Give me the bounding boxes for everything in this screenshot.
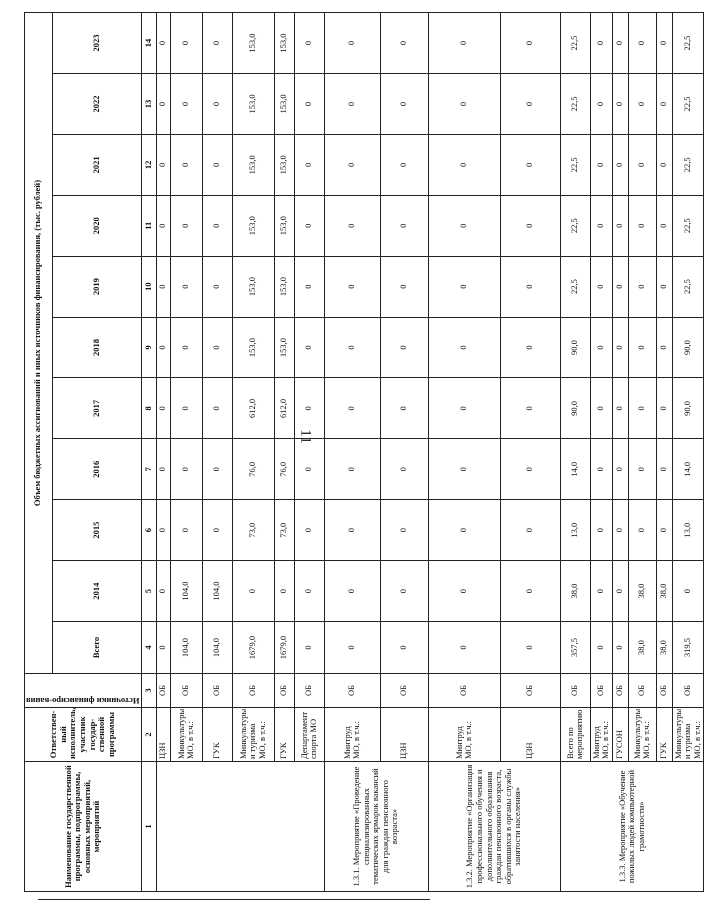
measure-name: 1.3.2. Мероприятие «Организация профессионального обучения и дополнительного образования граждан пенсионного возраста, обратившихся в органы службы занятости населения» xyxy=(428,762,560,892)
value-cell: 0 xyxy=(156,439,170,500)
value-cell: 0 xyxy=(294,561,324,622)
value-cell: 0 xyxy=(672,561,704,622)
value-cell: 104,0 xyxy=(170,561,202,622)
value-cell: 0 xyxy=(202,73,232,134)
value-cell: 153,0 xyxy=(274,13,294,74)
value-cell: 22,5 xyxy=(560,13,590,74)
executor-cell: ЦЗН xyxy=(156,708,170,762)
value-cell: 153,0 xyxy=(232,256,274,317)
value-cell: 0 xyxy=(428,561,500,622)
value-cell: 0 xyxy=(156,561,170,622)
value-cell: 0 xyxy=(170,195,202,256)
value-cell: 0 xyxy=(380,256,428,317)
value-cell: 0 xyxy=(500,13,560,74)
source-cell: ОБ xyxy=(202,674,232,708)
source-cell: ОБ xyxy=(274,674,294,708)
value-cell: 0 xyxy=(628,256,656,317)
value-cell: 0 xyxy=(324,439,380,500)
value-cell: 14,0 xyxy=(560,439,590,500)
value-cell: 0 xyxy=(612,73,628,134)
executor-cell: Всего по мероприятию xyxy=(560,708,590,762)
value-cell: 0 xyxy=(428,13,500,74)
value-cell: 0 xyxy=(324,622,380,674)
column-number: 4 xyxy=(141,622,156,674)
value-cell: 0 xyxy=(656,439,672,500)
executor-cell: ЦЗН xyxy=(500,708,560,762)
value-cell: 0 xyxy=(500,195,560,256)
value-cell: 0 xyxy=(628,317,656,378)
table-row xyxy=(294,13,324,892)
value-cell: 0 xyxy=(380,439,428,500)
header-year: 2019 xyxy=(52,256,141,317)
value-cell: 0 xyxy=(628,73,656,134)
executor-cell: Минкультуры МО, в т.ч.: xyxy=(628,708,656,762)
value-cell: 0 xyxy=(656,317,672,378)
executor-cell: ГУСОН xyxy=(612,708,628,762)
value-cell: 38,0 xyxy=(628,561,656,622)
value-cell: 153,0 xyxy=(274,195,294,256)
value-cell: 0 xyxy=(324,134,380,195)
value-cell: 0 xyxy=(500,500,560,561)
source-cell: ОБ xyxy=(560,674,590,708)
column-number: 7 xyxy=(141,439,156,500)
table-row xyxy=(170,13,202,892)
value-cell: 0 xyxy=(202,439,232,500)
value-cell: 0 xyxy=(294,195,324,256)
column-number: 5 xyxy=(141,561,156,622)
table-row xyxy=(590,13,612,892)
value-cell: 0 xyxy=(324,195,380,256)
source-cell: ОБ xyxy=(500,674,560,708)
value-cell: 0 xyxy=(500,561,560,622)
executor-cell: ГУК xyxy=(274,708,294,762)
value-cell: 0 xyxy=(232,561,274,622)
value-cell: 0 xyxy=(324,13,380,74)
value-cell: 0 xyxy=(628,195,656,256)
value-cell: 0 xyxy=(428,622,500,674)
value-cell: 0 xyxy=(612,134,628,195)
table-row xyxy=(428,13,500,892)
table-row xyxy=(656,13,672,892)
column-number: 14 xyxy=(141,13,156,74)
value-cell: 0 xyxy=(612,195,628,256)
value-cell: 22,5 xyxy=(560,195,590,256)
column-number: 8 xyxy=(141,378,156,439)
value-cell: 22,5 xyxy=(672,256,704,317)
source-cell: ОБ xyxy=(294,674,324,708)
executor-cell: ГУК xyxy=(656,708,672,762)
value-cell: 0 xyxy=(380,73,428,134)
measure-name xyxy=(156,762,324,892)
column-number: 2 xyxy=(141,708,156,762)
value-cell: 0 xyxy=(202,195,232,256)
value-cell: 0 xyxy=(294,134,324,195)
header-source xyxy=(25,674,142,708)
value-cell: 0 xyxy=(156,256,170,317)
value-cell: 38,0 xyxy=(628,622,656,674)
value-cell: 22,5 xyxy=(560,73,590,134)
value-cell: 0 xyxy=(612,256,628,317)
value-cell: 0 xyxy=(590,378,612,439)
value-cell: 0 xyxy=(628,378,656,439)
value-cell: 0 xyxy=(590,256,612,317)
executor-cell: Минкультуры МО, в т.ч.: xyxy=(170,708,202,762)
table-row xyxy=(202,13,232,892)
value-cell: 0 xyxy=(294,622,324,674)
value-cell: 0 xyxy=(656,500,672,561)
value-cell: 0 xyxy=(590,73,612,134)
value-cell: 0 xyxy=(428,500,500,561)
value-cell: 0 xyxy=(294,73,324,134)
value-cell: 0 xyxy=(156,317,170,378)
executor-cell: Минтруд МО, в т.ч.: xyxy=(428,708,500,762)
value-cell: 0 xyxy=(500,73,560,134)
value-cell: 0 xyxy=(656,73,672,134)
value-cell: 13,0 xyxy=(672,500,704,561)
value-cell: 13,0 xyxy=(560,500,590,561)
value-cell: 73,0 xyxy=(274,500,294,561)
header-name: Наименование государственной программы, подпрограммы, основных мероприятий, мероприятий xyxy=(25,762,142,892)
table-row xyxy=(672,13,704,892)
value-cell: 0 xyxy=(380,134,428,195)
column-number: 1 xyxy=(141,762,156,892)
value-cell: 0 xyxy=(612,439,628,500)
value-cell: 612,0 xyxy=(274,378,294,439)
value-cell: 0 xyxy=(156,73,170,134)
value-cell: 1679,0 xyxy=(274,622,294,674)
value-cell: 0 xyxy=(156,500,170,561)
value-cell: 0 xyxy=(656,195,672,256)
funding-table xyxy=(24,12,704,892)
value-cell: 73,0 xyxy=(232,500,274,561)
value-cell: 0 xyxy=(380,500,428,561)
value-cell: 0 xyxy=(202,317,232,378)
header-year: 2015 xyxy=(52,500,141,561)
value-cell: 0 xyxy=(612,500,628,561)
value-cell: 0 xyxy=(656,378,672,439)
source-cell: ОБ xyxy=(612,674,628,708)
value-cell: 0 xyxy=(380,622,428,674)
header-year: 2016 xyxy=(52,439,141,500)
bottom-rule xyxy=(38,899,430,900)
value-cell: 0 xyxy=(628,13,656,74)
value-cell: 153,0 xyxy=(274,134,294,195)
source-cell: ОБ xyxy=(380,674,428,708)
header-year: 2021 xyxy=(52,134,141,195)
value-cell: 0 xyxy=(500,439,560,500)
value-cell: 0 xyxy=(324,561,380,622)
value-cell: 22,5 xyxy=(560,134,590,195)
value-cell: 76,0 xyxy=(232,439,274,500)
header-year: 2023 xyxy=(52,13,141,74)
table-row xyxy=(380,13,428,892)
value-cell: 76,0 xyxy=(274,439,294,500)
value-cell: 0 xyxy=(612,378,628,439)
value-cell: 0 xyxy=(324,73,380,134)
table-row xyxy=(560,13,590,892)
value-cell: 0 xyxy=(294,439,324,500)
value-cell: 0 xyxy=(590,195,612,256)
source-cell: ОБ xyxy=(672,674,704,708)
value-cell: 0 xyxy=(612,622,628,674)
header-year: 2022 xyxy=(52,73,141,134)
value-cell: 0 xyxy=(170,134,202,195)
value-cell: 104,0 xyxy=(202,622,232,674)
rotated-table-container xyxy=(24,12,702,892)
value-cell: 153,0 xyxy=(232,317,274,378)
value-cell: 0 xyxy=(500,622,560,674)
value-cell: 0 xyxy=(156,13,170,74)
value-cell: 0 xyxy=(170,500,202,561)
value-cell: 0 xyxy=(656,13,672,74)
value-cell: 0 xyxy=(428,73,500,134)
value-cell: 0 xyxy=(500,317,560,378)
column-number: 13 xyxy=(141,73,156,134)
value-cell: 0 xyxy=(612,13,628,74)
header-year: Всего xyxy=(52,622,141,674)
value-cell: 0 xyxy=(500,378,560,439)
value-cell: 90,0 xyxy=(672,317,704,378)
value-cell: 0 xyxy=(324,500,380,561)
table-row xyxy=(324,13,380,892)
value-cell: 0 xyxy=(170,13,202,74)
column-number-row xyxy=(141,13,156,892)
value-cell: 22,5 xyxy=(672,134,704,195)
executor-cell: Минтруд МО, в т.ч.: xyxy=(324,708,380,762)
column-number: 6 xyxy=(141,500,156,561)
table-row xyxy=(628,13,656,892)
value-cell: 0 xyxy=(590,134,612,195)
source-cell: ОБ xyxy=(232,674,274,708)
column-number: 3 xyxy=(141,674,156,708)
value-cell: 0 xyxy=(590,500,612,561)
value-cell: 0 xyxy=(428,378,500,439)
value-cell: 0 xyxy=(294,378,324,439)
value-cell: 0 xyxy=(656,256,672,317)
value-cell: 22,5 xyxy=(672,73,704,134)
source-cell: ОБ xyxy=(656,674,672,708)
header-year: 2017 xyxy=(52,378,141,439)
value-cell: 0 xyxy=(156,622,170,674)
value-cell: 38,0 xyxy=(656,622,672,674)
executor-cell: ЦЗН xyxy=(380,708,428,762)
table-row xyxy=(612,13,628,892)
value-cell: 0 xyxy=(428,256,500,317)
value-cell: 0 xyxy=(156,378,170,439)
header-year: 2014 xyxy=(52,561,141,622)
executor-cell: ГУК xyxy=(202,708,232,762)
value-cell: 90,0 xyxy=(672,378,704,439)
source-cell: ОБ xyxy=(628,674,656,708)
source-cell: ОБ xyxy=(428,674,500,708)
value-cell: 0 xyxy=(380,13,428,74)
value-cell: 38,0 xyxy=(656,561,672,622)
value-cell: 38,0 xyxy=(560,561,590,622)
source-cell: ОБ xyxy=(170,674,202,708)
value-cell: 153,0 xyxy=(274,317,294,378)
header-executor: Ответствен-ный исполнитель, участник государ-ственной программы xyxy=(25,708,142,762)
measure-name: 1.3.3. Мероприятие «Обучение пожилых людей компьютерной грамотности» xyxy=(560,762,704,892)
column-number: 10 xyxy=(141,256,156,317)
source-cell: ОБ xyxy=(324,674,380,708)
value-cell: 0 xyxy=(628,500,656,561)
value-cell: 357,5 xyxy=(560,622,590,674)
value-cell: 14,0 xyxy=(672,439,704,500)
executor-cell: Минтруд МО, в т.ч.: xyxy=(590,708,612,762)
value-cell: 153,0 xyxy=(274,73,294,134)
value-cell: 0 xyxy=(156,195,170,256)
executor-cell: Минкультуры и туризма МО, в т.ч.: xyxy=(232,708,274,762)
table-row xyxy=(232,13,274,892)
value-cell: 0 xyxy=(500,256,560,317)
table-row xyxy=(500,13,560,892)
executor-cell: Минкультуры и туризма МО, в т.ч.: xyxy=(672,708,704,762)
value-cell: 0 xyxy=(294,500,324,561)
value-cell: 90,0 xyxy=(560,378,590,439)
value-cell: 0 xyxy=(324,378,380,439)
value-cell: 0 xyxy=(590,622,612,674)
value-cell: 0 xyxy=(294,256,324,317)
value-cell: 22,5 xyxy=(672,195,704,256)
value-cell: 0 xyxy=(294,317,324,378)
value-cell: 0 xyxy=(170,378,202,439)
value-cell: 0 xyxy=(202,13,232,74)
table-row xyxy=(156,13,170,892)
value-cell: 153,0 xyxy=(232,195,274,256)
header-year: 2018 xyxy=(52,317,141,378)
value-cell: 90,0 xyxy=(560,317,590,378)
value-cell: 0 xyxy=(380,561,428,622)
value-cell: 153,0 xyxy=(232,13,274,74)
value-cell: 0 xyxy=(380,317,428,378)
value-cell: 0 xyxy=(202,134,232,195)
header-funding: Объем бюджетных ассигнований и иных источников финансирования, (тыс. рублей) xyxy=(25,13,53,674)
value-cell: 0 xyxy=(274,561,294,622)
value-cell: 0 xyxy=(324,317,380,378)
value-cell: 0 xyxy=(428,317,500,378)
header-source-text: Источники финансиро-вания xyxy=(26,696,140,706)
value-cell: 0 xyxy=(202,500,232,561)
value-cell: 0 xyxy=(156,134,170,195)
value-cell: 0 xyxy=(202,378,232,439)
column-number: 12 xyxy=(141,134,156,195)
value-cell: 104,0 xyxy=(170,622,202,674)
executor-cell: Департамент спорта МО xyxy=(294,708,324,762)
value-cell: 0 xyxy=(380,378,428,439)
column-number: 9 xyxy=(141,317,156,378)
value-cell: 0 xyxy=(612,561,628,622)
value-cell: 0 xyxy=(170,439,202,500)
value-cell: 153,0 xyxy=(274,256,294,317)
source-cell: ОБ xyxy=(156,674,170,708)
value-cell: 0 xyxy=(590,13,612,74)
header-year: 2020 xyxy=(52,195,141,256)
source-cell: ОБ xyxy=(590,674,612,708)
value-cell: 0 xyxy=(590,561,612,622)
value-cell: 153,0 xyxy=(232,134,274,195)
value-cell: 0 xyxy=(428,439,500,500)
table-row xyxy=(274,13,294,892)
measure-name: 1.3.1. Мероприятие «Проведение специализированных тематических ярмарок вакансий для граждан пенсионного возраста» xyxy=(324,762,428,892)
value-cell: 0 xyxy=(170,317,202,378)
value-cell: 0 xyxy=(170,256,202,317)
value-cell: 319,5 xyxy=(672,622,704,674)
value-cell: 0 xyxy=(202,256,232,317)
column-number: 11 xyxy=(141,195,156,256)
value-cell: 0 xyxy=(656,134,672,195)
value-cell: 0 xyxy=(590,317,612,378)
value-cell: 0 xyxy=(428,195,500,256)
value-cell: 1679,0 xyxy=(232,622,274,674)
value-cell: 22,5 xyxy=(560,256,590,317)
value-cell: 0 xyxy=(628,439,656,500)
value-cell: 0 xyxy=(628,134,656,195)
value-cell: 153,0 xyxy=(232,73,274,134)
value-cell: 0 xyxy=(590,439,612,500)
page-number: 11 xyxy=(297,429,314,444)
value-cell: 0 xyxy=(428,134,500,195)
value-cell: 0 xyxy=(612,317,628,378)
value-cell: 0 xyxy=(324,256,380,317)
value-cell: 104,0 xyxy=(202,561,232,622)
value-cell: 0 xyxy=(500,134,560,195)
value-cell: 0 xyxy=(294,13,324,74)
value-cell: 22,5 xyxy=(672,13,704,74)
value-cell: 0 xyxy=(380,195,428,256)
value-cell: 612,0 xyxy=(232,378,274,439)
value-cell: 0 xyxy=(170,73,202,134)
